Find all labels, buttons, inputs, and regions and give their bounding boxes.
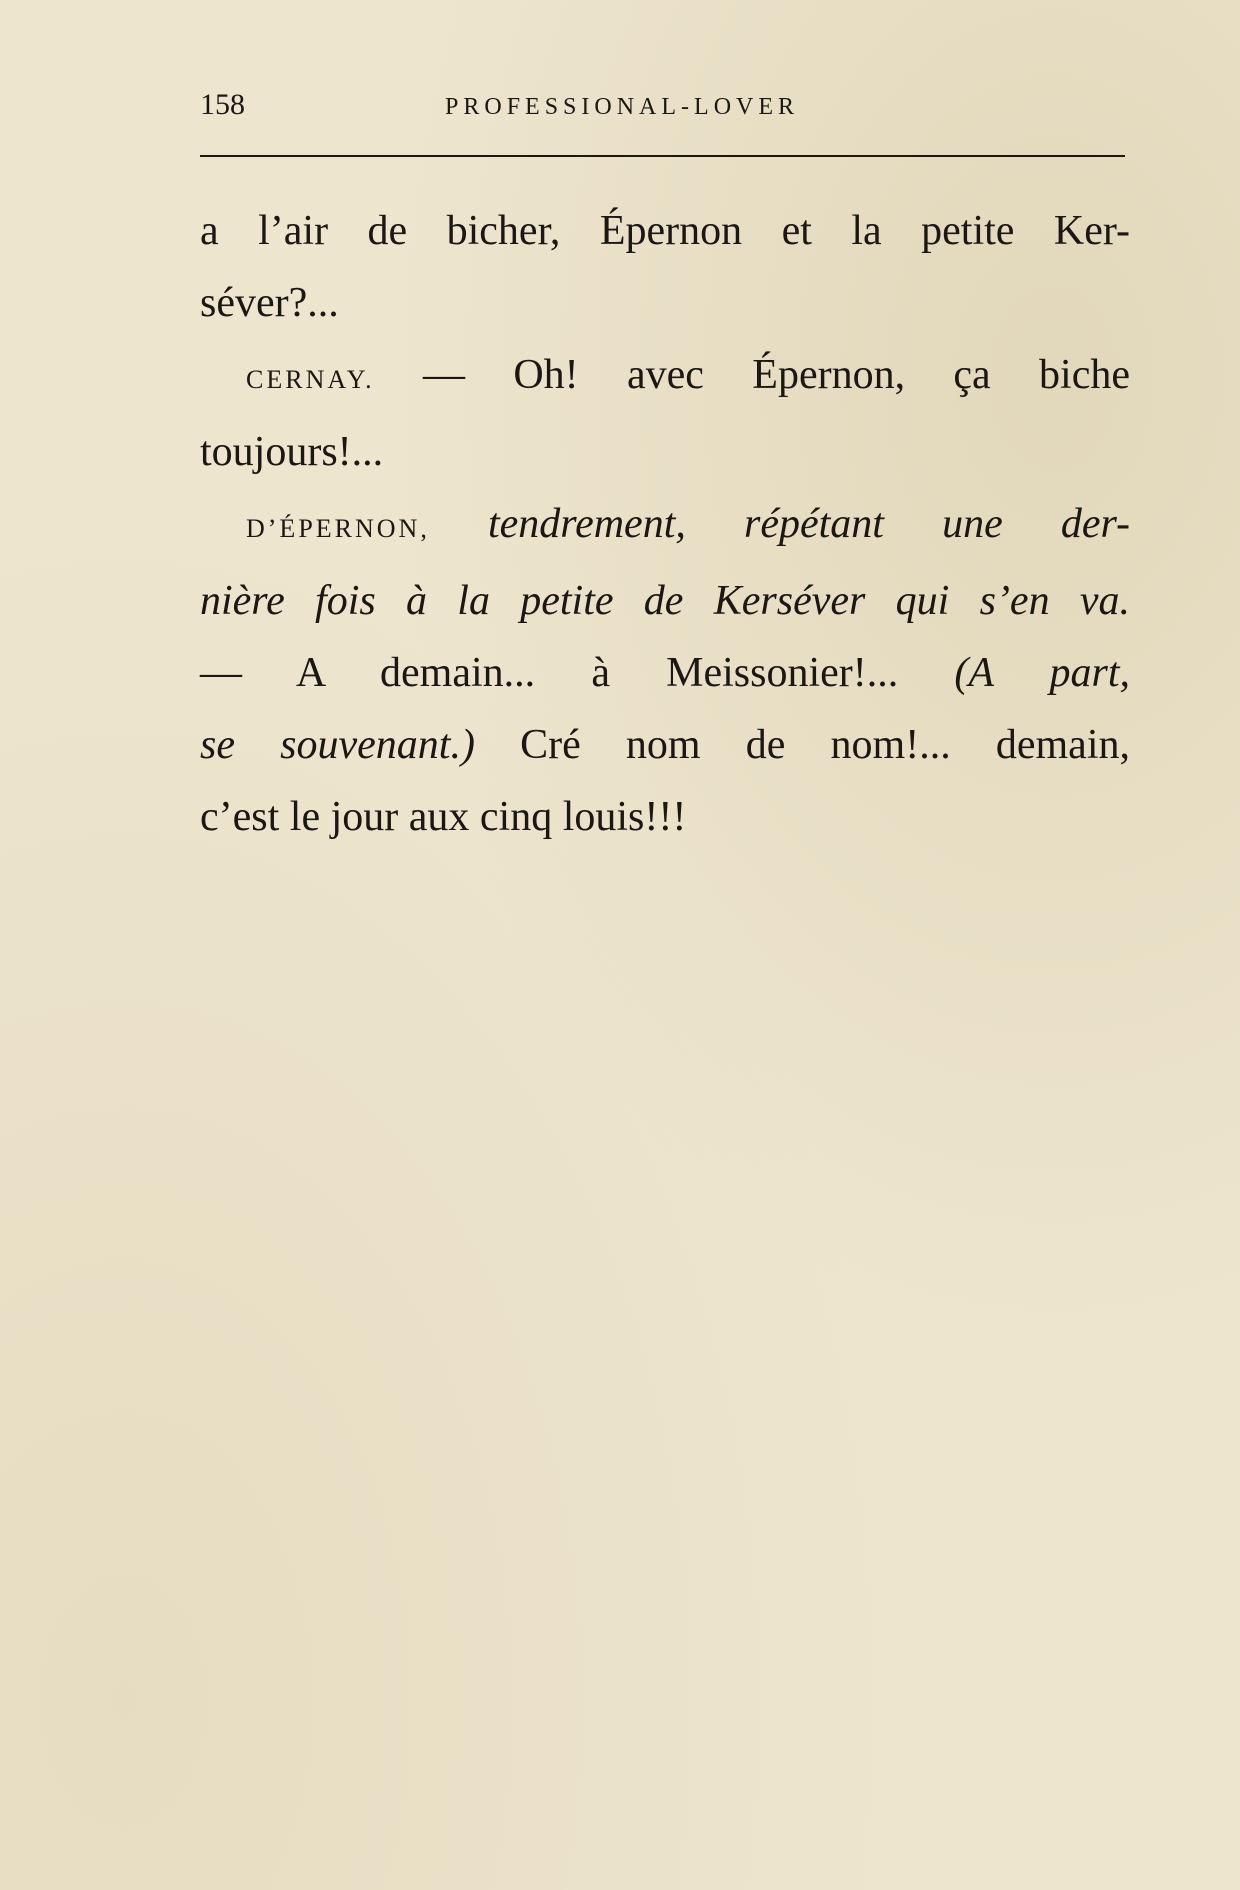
stage-direction: se souvenant.)	[200, 722, 475, 768]
text-line	[200, 488, 1130, 565]
page-number: 158	[200, 88, 245, 121]
paragraph-1	[200, 195, 1130, 339]
text-line: c’est le jour aux cinq louis!!!	[200, 794, 687, 840]
stage-direction: (A part,	[954, 650, 1130, 696]
text-line: toujours!...	[200, 429, 384, 475]
text-line	[200, 709, 1130, 781]
text-line	[200, 339, 1130, 416]
text-line	[200, 637, 1130, 709]
body-text	[200, 195, 1130, 853]
text-line: a l’air de bicher, Épernon et la petite Ker-	[200, 208, 1130, 254]
speaker-name: CERNAY.	[246, 365, 375, 394]
dialogue-text: Cré nom de nom!... demain,	[474, 722, 1130, 768]
stage-direction: nière fois à la petite de Kerséver qui s’en va.	[200, 578, 1130, 624]
paragraph-cernay	[200, 339, 1130, 488]
paragraph-epernon	[200, 488, 1130, 853]
dialogue-text: — Oh! avec Épernon, ça biche	[374, 352, 1130, 398]
running-title: PROFESSIONAL-LOVER	[445, 94, 800, 120]
text-line: séver?...	[200, 280, 339, 326]
dialogue-text: — A demain... à Meissonier!...	[200, 650, 955, 696]
page-header	[200, 88, 1125, 128]
stage-direction: tendrement, répétant une der-	[429, 501, 1130, 547]
header-rule	[200, 155, 1125, 157]
speaker-name: D’ÉPERNON,	[246, 514, 430, 543]
